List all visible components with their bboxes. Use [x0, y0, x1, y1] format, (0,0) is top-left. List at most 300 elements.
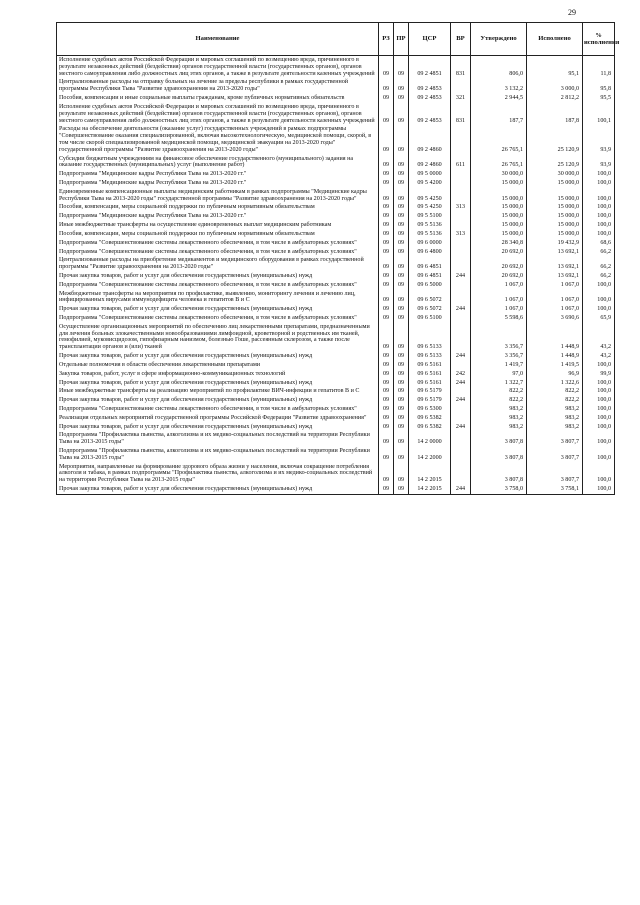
cell-pr: 09: [394, 423, 409, 432]
cell-name: Пособия, компенсации, меры социальной поддержки по публичным нормативным обязательствам: [57, 203, 379, 212]
table-row: [57, 379, 615, 388]
cell-csr: 09 6 4851: [409, 256, 451, 272]
cell-rz: 09: [379, 463, 394, 485]
cell-pr: 09: [394, 56, 409, 79]
cell-rz: 09: [379, 125, 394, 154]
cell-pr: 09: [394, 248, 409, 257]
cell-vr: 244: [451, 396, 471, 405]
cell-rz: 09: [379, 485, 394, 494]
cell-csr: 09 6 5161: [409, 361, 451, 370]
cell-rz: 09: [379, 414, 394, 423]
cell-rz: 09: [379, 256, 394, 272]
cell-name: Исполнение судебных актов Российской Федерации и мировых соглашений по возмещению вреда, причиненного в результате незаконных действий (бездействия) органов государственной власти (государственных органов), органов местного самоуправления либо должностных лиц этих органов, а также в результате деятельности казенных учреждений: [57, 56, 379, 79]
cell-rz: 09: [379, 272, 394, 281]
cell-pr: 09: [394, 188, 409, 204]
col-pr-header: ПР: [394, 23, 409, 56]
cell-percent: 100,1: [583, 103, 615, 125]
cell-name: Прочая закупка товаров, работ и услуг для обеспечения государственных (муниципальных) нужд: [57, 396, 379, 405]
cell-vr: 831: [451, 103, 471, 125]
cell-approved: 3 356,7: [471, 352, 527, 361]
cell-executed: 1 322,6: [527, 379, 583, 388]
cell-csr: 09 2 4860: [409, 155, 451, 171]
cell-percent: 43,2: [583, 323, 615, 352]
cell-name: Подпрограмма "Профилактика пьянства, алкоголизма и их медико-социальных последствий на территории Республики Тыва на 2013-2015 годы": [57, 447, 379, 463]
cell-rz: 09: [379, 396, 394, 405]
cell-csr: 09 2 4851: [409, 56, 451, 79]
cell-executed: 2 812,2: [527, 94, 583, 103]
cell-name: Закупка товаров, работ, услуг в сфере информационно-коммуникационных технологий: [57, 370, 379, 379]
cell-csr: 09 6 5161: [409, 370, 451, 379]
cell-percent: 100,0: [583, 170, 615, 179]
cell-pr: 09: [394, 155, 409, 171]
cell-pr: 09: [394, 170, 409, 179]
cell-vr: 244: [451, 272, 471, 281]
cell-approved: 15 000,0: [471, 179, 527, 188]
cell-csr: 09 5 5136: [409, 221, 451, 230]
cell-pr: 09: [394, 314, 409, 323]
cell-pr: 09: [394, 103, 409, 125]
cell-vr: 244: [451, 379, 471, 388]
cell-name: Прочая закупка товаров, работ и услуг для обеспечения государственных (муниципальных) нужд: [57, 272, 379, 281]
cell-rz: 09: [379, 248, 394, 257]
cell-csr: 09 6 5072: [409, 290, 451, 306]
cell-name: Подпрограмма "Совершенствование системы лекарственного обеспечения, в том числе в амбулаторных условиях": [57, 248, 379, 257]
cell-vr: [451, 431, 471, 447]
cell-name: Подпрограмма "Совершенствование системы лекарственного обеспечения, в том числе в амбулаторных условиях": [57, 281, 379, 290]
cell-rz: 09: [379, 305, 394, 314]
cell-percent: 100,0: [583, 305, 615, 314]
cell-csr: 09 6 5000: [409, 281, 451, 290]
cell-approved: 97,0: [471, 370, 527, 379]
cell-vr: [451, 78, 471, 94]
cell-csr: 09 6 5133: [409, 352, 451, 361]
cell-vr: 244: [451, 423, 471, 432]
cell-percent: 100,0: [583, 485, 615, 494]
cell-executed: 15 000,0: [527, 179, 583, 188]
table-row: [57, 414, 615, 423]
cell-pr: 09: [394, 379, 409, 388]
cell-rz: 09: [379, 387, 394, 396]
cell-csr: 14 2 0000: [409, 431, 451, 447]
table-row: [57, 423, 615, 432]
cell-pr: 09: [394, 305, 409, 314]
cell-percent: 100,0: [583, 179, 615, 188]
cell-executed: 3 807,7: [527, 463, 583, 485]
cell-approved: 1 067,0: [471, 290, 527, 306]
cell-percent: 100,0: [583, 188, 615, 204]
cell-csr: 09 6 4851: [409, 272, 451, 281]
cell-name: Прочая закупка товаров, работ и услуг для обеспечения государственных (муниципальных) нужд: [57, 485, 379, 494]
cell-rz: 09: [379, 94, 394, 103]
cell-pr: 09: [394, 179, 409, 188]
table-row: [57, 188, 615, 204]
cell-csr: 09 2 4853: [409, 94, 451, 103]
cell-approved: 15 000,0: [471, 221, 527, 230]
table-row: [57, 485, 615, 494]
cell-rz: 09: [379, 179, 394, 188]
cell-rz: 09: [379, 447, 394, 463]
cell-csr: 14 2 2000: [409, 447, 451, 463]
cell-approved: 3 807,8: [471, 431, 527, 447]
cell-approved: 26 765,1: [471, 155, 527, 171]
cell-executed: 13 692,1: [527, 248, 583, 257]
cell-csr: 09 2 4853: [409, 78, 451, 94]
cell-pr: 09: [394, 361, 409, 370]
cell-executed: 1 067,0: [527, 290, 583, 306]
cell-approved: 983,2: [471, 405, 527, 414]
cell-pr: 09: [394, 125, 409, 154]
cell-csr: 09 6 5179: [409, 387, 451, 396]
cell-percent: 43,2: [583, 352, 615, 361]
cell-executed: 1 419,5: [527, 361, 583, 370]
cell-vr: [451, 239, 471, 248]
cell-percent: 100,0: [583, 361, 615, 370]
cell-name: Субсидии бюджетным учреждениям на финансовое обеспечение государственного (муниципального) задания на оказание государственных (муниципальных) услуг (выполнение работ): [57, 155, 379, 171]
cell-approved: 15 000,0: [471, 212, 527, 221]
cell-executed: 13 692,1: [527, 272, 583, 281]
cell-vr: [451, 405, 471, 414]
cell-executed: 983,2: [527, 423, 583, 432]
table-row: [57, 56, 615, 79]
cell-pr: 09: [394, 405, 409, 414]
cell-pr: 09: [394, 281, 409, 290]
table-row: [57, 239, 615, 248]
cell-csr: 09 5 4250: [409, 188, 451, 204]
table-row: [57, 103, 615, 125]
cell-pr: 09: [394, 290, 409, 306]
cell-name: Подпрограмма "Совершенствование системы лекарственного обеспечения, в том числе в амбулаторных условиях": [57, 314, 379, 323]
cell-executed: 15 000,0: [527, 203, 583, 212]
cell-vr: [451, 170, 471, 179]
cell-percent: 100,0: [583, 387, 615, 396]
table-row: [57, 248, 615, 257]
cell-pr: 09: [394, 463, 409, 485]
cell-csr: 09 6 5161: [409, 379, 451, 388]
cell-percent: 100,0: [583, 203, 615, 212]
table-row: [57, 290, 615, 306]
cell-executed: 3 000,0: [527, 78, 583, 94]
cell-executed: 15 000,0: [527, 230, 583, 239]
cell-percent: 100,0: [583, 414, 615, 423]
cell-percent: 66,2: [583, 256, 615, 272]
cell-approved: 15 000,0: [471, 230, 527, 239]
cell-approved: 3 807,8: [471, 447, 527, 463]
cell-approved: 1 322,7: [471, 379, 527, 388]
cell-pr: 09: [394, 239, 409, 248]
cell-approved: 1 067,0: [471, 281, 527, 290]
cell-csr: 09 6 4800: [409, 248, 451, 257]
cell-csr: 09 5 0000: [409, 170, 451, 179]
table-row: [57, 323, 615, 352]
col-vr-header: ВР: [451, 23, 471, 56]
cell-pr: 09: [394, 256, 409, 272]
cell-approved: 3 356,7: [471, 323, 527, 352]
cell-vr: [451, 125, 471, 154]
cell-rz: 09: [379, 188, 394, 204]
cell-executed: 13 692,1: [527, 256, 583, 272]
cell-executed: 19 432,9: [527, 239, 583, 248]
table-row: [57, 230, 615, 239]
col-rz-header: РЗ: [379, 23, 394, 56]
cell-rz: 09: [379, 352, 394, 361]
cell-percent: 100,0: [583, 423, 615, 432]
cell-csr: 09 6 5100: [409, 314, 451, 323]
table-row: [57, 405, 615, 414]
cell-approved: 20 692,0: [471, 272, 527, 281]
cell-pr: 09: [394, 352, 409, 361]
cell-name: Пособия, компенсации, меры социальной поддержки по публичным нормативным обязательствам: [57, 230, 379, 239]
cell-vr: [451, 179, 471, 188]
cell-executed: 95,1: [527, 56, 583, 79]
cell-vr: [451, 248, 471, 257]
cell-approved: 30 000,0: [471, 170, 527, 179]
table-row: [57, 125, 615, 154]
cell-name: Расходы на обеспечение деятельности (оказание услуг) государственных учреждений в рамках подпрограммы "Совершенствование оказания специализированной, включая высокотехнологическую, медицинской помощи, скорой, в том числе скорой специализированной медицинской помощи, медицинской эвакуации на 2013-2020 годы" государственной программы "Развитие здравоохранения на 2013-2020 годы": [57, 125, 379, 154]
table-row: [57, 179, 615, 188]
cell-executed: 15 000,0: [527, 221, 583, 230]
cell-percent: 100,0: [583, 405, 615, 414]
cell-vr: 611: [451, 155, 471, 171]
cell-vr: [451, 281, 471, 290]
cell-rz: 09: [379, 239, 394, 248]
table-header: [57, 23, 615, 56]
cell-name: Пособия, компенсации и иные социальные выплаты гражданам, кроме публичных нормативных обязательств: [57, 94, 379, 103]
budget-table: [56, 22, 620, 495]
col-approved-header: Утверждено: [471, 23, 527, 56]
table-row: [57, 447, 615, 463]
cell-rz: 09: [379, 314, 394, 323]
cell-percent: 68,6: [583, 239, 615, 248]
table-row: [57, 94, 615, 103]
cell-vr: 244: [451, 485, 471, 494]
cell-name: Подпрограмма "Медицинские кадры Республики Тыва на 2013-2020 гг.": [57, 170, 379, 179]
table-row: [57, 314, 615, 323]
cell-name: Прочая закупка товаров, работ и услуг для обеспечения государственных (муниципальных) нужд: [57, 352, 379, 361]
cell-percent: 100,0: [583, 221, 615, 230]
cell-vr: [451, 387, 471, 396]
col-csr-header: ЦСР: [409, 23, 451, 56]
cell-pr: 09: [394, 485, 409, 494]
table-row: [57, 431, 615, 447]
cell-name: Единовременные компенсационные выплаты медицинским работникам в рамках подпрограммы "Медицинские кадры Республики Тыва на 2013-2020 годы" государственной программы "Развитие здравоохранения на 2013-2020 годы": [57, 188, 379, 204]
cell-csr: 09 2 4853: [409, 103, 451, 125]
cell-name: Подпрограмма "Совершенствование системы лекарственного обеспечения, в том числе в амбулаторных условиях": [57, 405, 379, 414]
table-row: [57, 170, 615, 179]
cell-approved: 806,0: [471, 56, 527, 79]
cell-rz: 09: [379, 323, 394, 352]
cell-approved: 2 944,5: [471, 94, 527, 103]
table-row: [57, 256, 615, 272]
cell-csr: 09 6 5072: [409, 305, 451, 314]
cell-percent: 100,0: [583, 281, 615, 290]
cell-vr: 831: [451, 56, 471, 79]
cell-rz: 09: [379, 290, 394, 306]
col-name-header: Наименование: [57, 23, 379, 56]
cell-vr: [451, 212, 471, 221]
cell-executed: 3 807,7: [527, 447, 583, 463]
cell-approved: 3 807,8: [471, 463, 527, 485]
cell-pr: 09: [394, 94, 409, 103]
cell-executed: 983,2: [527, 405, 583, 414]
cell-executed: 983,2: [527, 414, 583, 423]
cell-percent: 65,9: [583, 314, 615, 323]
cell-approved: 28 340,8: [471, 239, 527, 248]
cell-vr: [451, 221, 471, 230]
cell-percent: 100,0: [583, 379, 615, 388]
cell-percent: 100,0: [583, 212, 615, 221]
col-executed-header: Исполнено: [527, 23, 583, 56]
cell-executed: 1 448,9: [527, 352, 583, 361]
cell-name: Централизованные расходы на отправку больных на лечение за пределы республики в рамках государственной программы Республики Тыва "Развитие здравоохранения на 2013-2020 годы": [57, 78, 379, 94]
cell-csr: 09 6 5300: [409, 405, 451, 414]
cell-vr: [451, 414, 471, 423]
cell-executed: 25 120,9: [527, 125, 583, 154]
cell-rz: 09: [379, 423, 394, 432]
table-row: [57, 387, 615, 396]
cell-approved: 3 132,2: [471, 78, 527, 94]
cell-vr: 242: [451, 370, 471, 379]
cell-executed: 1 067,0: [527, 281, 583, 290]
cell-name: Осуществление организационных мероприятий по обеспечению лиц лекарственными препаратами, предназначенными для лечения больных злокачественными новообразованиями лимфоидной, кроветворной и родственных им тканей, гемофилией, муковисцидозом, гипофизарным нанизмом, болезнью Гоше, рассеянным склерозом, а также после трансплантации органов и (или) тканей: [57, 323, 379, 352]
cell-name: Прочая закупка товаров, работ и услуг для обеспечения государственных (муниципальных) нужд: [57, 379, 379, 388]
cell-percent: 100,0: [583, 396, 615, 405]
cell-vr: 313: [451, 203, 471, 212]
cell-approved: 1 067,0: [471, 305, 527, 314]
cell-pr: 09: [394, 221, 409, 230]
cell-rz: 09: [379, 212, 394, 221]
cell-executed: 15 000,0: [527, 188, 583, 204]
cell-approved: 822,2: [471, 396, 527, 405]
cell-name: Мероприятия, направленные на формирование здорового образа жизни у населения, включая сокращение потребления алкоголя и табака, в рамках подпрограммы "Профилактика пьянства, алкоголизма и их медико-социальных последствий на территории Республики Тыва на 2013-2015 годы": [57, 463, 379, 485]
cell-name: Прочая закупка товаров, работ и услуг для обеспечения государственных (муниципальных) нужд: [57, 423, 379, 432]
cell-pr: 09: [394, 370, 409, 379]
cell-percent: 100,0: [583, 463, 615, 485]
cell-vr: [451, 323, 471, 352]
cell-percent: 93,9: [583, 125, 615, 154]
cell-percent: 66,2: [583, 272, 615, 281]
cell-pr: 09: [394, 396, 409, 405]
cell-percent: 93,9: [583, 155, 615, 171]
cell-name: Подпрограмма "Медицинские кадры Республики Тыва на 2013-2020 гг.": [57, 212, 379, 221]
table-row: [57, 370, 615, 379]
cell-name: Подпрограмма "Медицинские кадры Республики Тыва на 2013-2020 гг.": [57, 179, 379, 188]
cell-csr: 09 5 4250: [409, 203, 451, 212]
cell-approved: 20 692,0: [471, 256, 527, 272]
cell-percent: 11,8: [583, 56, 615, 79]
table-row: [57, 361, 615, 370]
cell-vr: [451, 314, 471, 323]
cell-executed: 3 758,1: [527, 485, 583, 494]
cell-vr: 244: [451, 305, 471, 314]
cell-approved: 15 000,0: [471, 188, 527, 204]
cell-csr: 09 6 5133: [409, 323, 451, 352]
cell-csr: 09 6 0000: [409, 239, 451, 248]
table-row: [57, 272, 615, 281]
cell-rz: 09: [379, 431, 394, 447]
cell-name: Межбюджетные трансферты на мероприятия по профилактике, выявлению, мониторингу лечения и лечению лиц, инфицированных вирусами иммунодефицита человека и гепатитов В и С: [57, 290, 379, 306]
cell-pr: 09: [394, 431, 409, 447]
cell-rz: 09: [379, 405, 394, 414]
cell-executed: 96,9: [527, 370, 583, 379]
cell-rz: 09: [379, 155, 394, 171]
cell-rz: 09: [379, 221, 394, 230]
cell-executed: 3 690,6: [527, 314, 583, 323]
cell-vr: 244: [451, 352, 471, 361]
cell-approved: 20 692,0: [471, 248, 527, 257]
cell-percent: 95,5: [583, 94, 615, 103]
cell-approved: 15 000,0: [471, 203, 527, 212]
cell-vr: [451, 463, 471, 485]
table-row: [57, 78, 615, 94]
cell-csr: 09 5 4200: [409, 179, 451, 188]
cell-executed: 822,2: [527, 396, 583, 405]
cell-percent: 95,8: [583, 78, 615, 94]
cell-approved: 3 758,0: [471, 485, 527, 494]
cell-name: Подпрограмма "Профилактика пьянства, алкоголизма и их медико-социальных последствий на территории Республики Тыва на 2013-2015 годы": [57, 431, 379, 447]
cell-vr: [451, 290, 471, 306]
cell-executed: 15 000,0: [527, 212, 583, 221]
cell-rz: 09: [379, 203, 394, 212]
cell-vr: 313: [451, 230, 471, 239]
table-row: [57, 305, 615, 314]
cell-rz: 09: [379, 230, 394, 239]
cell-rz: 09: [379, 56, 394, 79]
cell-approved: 983,2: [471, 414, 527, 423]
cell-csr: 14 2 2015: [409, 463, 451, 485]
cell-vr: 321: [451, 94, 471, 103]
cell-percent: 100,0: [583, 431, 615, 447]
cell-vr: [451, 256, 471, 272]
cell-name: Иные межбюджетные трансферты на осуществление единовременных выплат медицинским работникам: [57, 221, 379, 230]
cell-rz: 09: [379, 78, 394, 94]
cell-approved: 187,7: [471, 103, 527, 125]
cell-csr: 14 2 2015: [409, 485, 451, 494]
cell-csr: 09 2 4860: [409, 125, 451, 154]
col-percent-header: % исполнения: [583, 23, 615, 56]
cell-pr: 09: [394, 414, 409, 423]
cell-pr: 09: [394, 447, 409, 463]
table-row: [57, 281, 615, 290]
cell-vr: [451, 447, 471, 463]
table-row: [57, 155, 615, 171]
cell-vr: [451, 361, 471, 370]
cell-csr: 09 5 5100: [409, 212, 451, 221]
page-number: 29: [568, 8, 576, 17]
cell-pr: 09: [394, 212, 409, 221]
cell-name: Подпрограмма "Совершенствование системы лекарственного обеспечения, в том числе в амбулаторных условиях": [57, 239, 379, 248]
cell-percent: 66,2: [583, 248, 615, 257]
cell-percent: 100,0: [583, 447, 615, 463]
cell-approved: 822,2: [471, 387, 527, 396]
cell-name: Централизованные расходы на приобретение медикаментов и медицинского оборудования в рамках государственной программы "Развитие здравоохранения на 2013-2020 годы": [57, 256, 379, 272]
cell-approved: 983,2: [471, 423, 527, 432]
table-row: [57, 463, 615, 485]
cell-executed: 30 000,0: [527, 170, 583, 179]
cell-pr: 09: [394, 230, 409, 239]
cell-percent: 100,0: [583, 230, 615, 239]
cell-pr: 09: [394, 78, 409, 94]
cell-approved: 5 598,6: [471, 314, 527, 323]
cell-rz: 09: [379, 370, 394, 379]
cell-csr: 09 6 5382: [409, 423, 451, 432]
cell-rz: 09: [379, 170, 394, 179]
cell-pr: 09: [394, 323, 409, 352]
cell-percent: 99,9: [583, 370, 615, 379]
cell-rz: 09: [379, 281, 394, 290]
cell-pr: 09: [394, 203, 409, 212]
cell-vr: [451, 188, 471, 204]
cell-name: Исполнение судебных актов Российской Федерации и мировых соглашений по возмещению вреда, причиненного в результате незаконных действий (бездействия) органов государственной власти (государственных органов), органов местного самоуправления либо должностных лиц этих органов, а также в результате деятельности казенных учреждений: [57, 103, 379, 125]
